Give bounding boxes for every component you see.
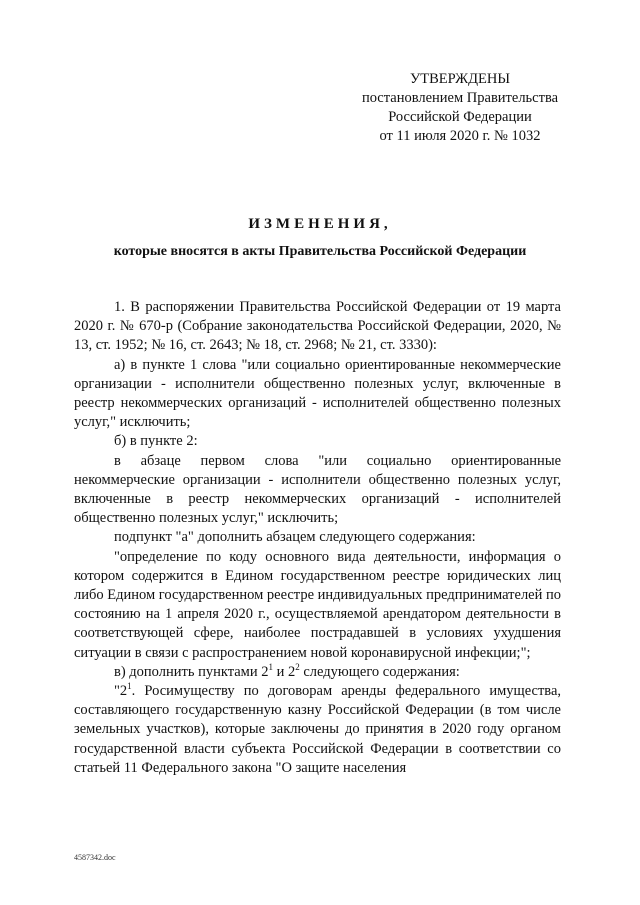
paragraph-1b: б) в пункте 2: (114, 433, 198, 450)
paragraph-1v-text-a: в) дополнить пунктами 2 (114, 663, 269, 680)
paragraph-1v-text-c: следующего содержания: (299, 663, 460, 680)
paragraph-1: 1. В распоряжении Правительства Российской Федерации от 19 марта 2020 г. № 670-р (Собрание законодательства Российской Федерации, 2020, № 13, ст. 1952; № 16, ст. 2643; № 18, ст. 2968; № 21, ст. 3330): (74, 299, 561, 354)
paragraph-2-1-text: . Росимуществу по договорам аренды федерального имущества, составляющего государственную казну Российской Федерации (в том числе земельных участков), которые заключены до принятия в 2020 году органом государственной власти субъекта Российской Федерации в соответствии со статьей 11 Федерального закона "О защите населения (74, 683, 561, 776)
document-title: ИЗМЕНЕНИЯ, (248, 216, 392, 232)
paragraph-1a: а) в пункте 1 слова "или социально ориентированные некоммерческие организации - исполнители общественно полезных услуг, включенные в реестр некоммерческих организаций - исполнителей общественно полезных услуг," исключить; (74, 356, 561, 431)
paragraph-2-1-number: "2 (114, 683, 128, 700)
superscript-2: 2 (295, 662, 300, 673)
paragraph-1v (74, 663, 561, 682)
superscript-1: 1 (268, 662, 273, 673)
document-subtitle: которые вносятся в акты Правительства Российской Федерации (113, 244, 527, 259)
approval-line-decree: постановлением Правительства (361, 90, 559, 106)
approval-line-federation: Российской Федерации (388, 109, 532, 125)
paragraph-1v-text-b: и 2 (272, 663, 296, 680)
paragraph-1b-first-abzac: в абзаце первом слова "или социально ориентированные некоммерческие организации - исполнители общественно полезных услуг, включенные в реестр некоммерческих организаций - исполнителей общественно полезных услуг," исключить; (74, 452, 561, 527)
approval-block (340, 70, 580, 146)
document-file-id: 4587342.doc (74, 853, 116, 862)
paragraph-subpoint-a: подпункт "а" дополнить абзацем следующего содержания: (114, 529, 476, 546)
paragraph-2-1 (74, 682, 561, 778)
superscript-2-1: 1 (127, 681, 132, 692)
document-body (74, 298, 561, 778)
paragraph-quoted-definition: "определение по коду основного вида деятельности, информация о котором содержится в Едином государственном реестре юридических лиц либо Едином государственном реестре индивидуальных предпринимателей по состоянию на 1 апреля 2020 г., осуществляемой арендатором деятельности в соответствующей сфере, наиболее пострадавшей в условиях ухудшения ситуации в связи с распространением новой коронавирусной инфекции;"; (74, 548, 562, 661)
approval-heading: УТВЕРЖДЕНЫ (409, 71, 511, 87)
approval-line-date: от 11 июля 2020 г. № 1032 (379, 128, 541, 144)
